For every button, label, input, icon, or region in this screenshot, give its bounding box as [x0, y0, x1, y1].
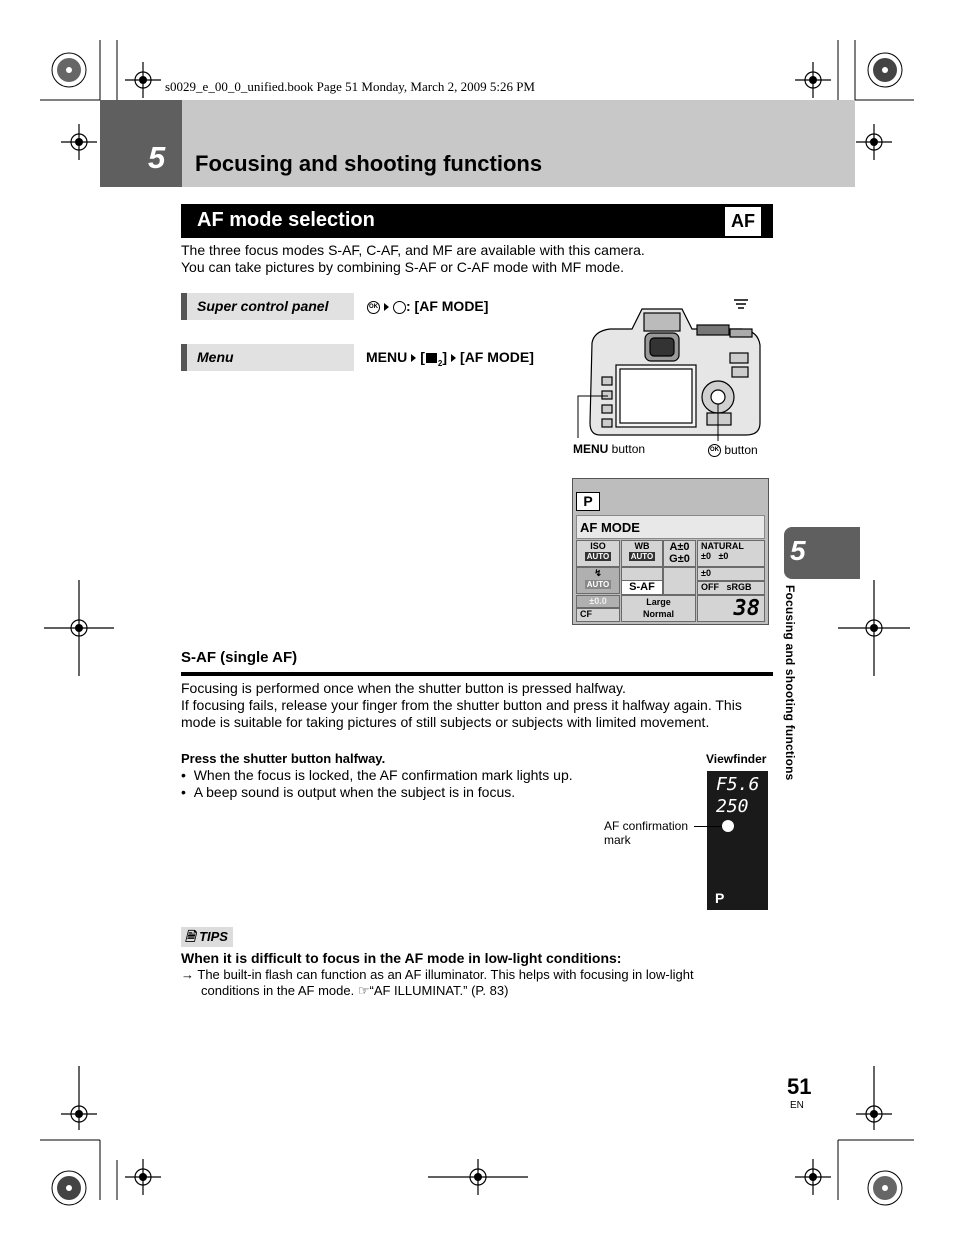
menu-path	[366, 349, 534, 368]
quality-compression: Normal	[642, 609, 674, 619]
tips-icon: 🗎	[185, 929, 196, 944]
control-panel-title: AF MODE	[576, 515, 765, 539]
af-confirmation-mark	[722, 820, 734, 832]
saf-body	[181, 680, 771, 731]
steps	[181, 750, 573, 801]
menu-button-word: MENU	[573, 442, 609, 456]
tips-label	[181, 927, 233, 947]
saturation-value: ±0	[701, 551, 711, 561]
color-space-cell	[697, 581, 765, 595]
shots-remaining: 38	[697, 595, 765, 622]
drive-mode-cell	[621, 567, 663, 581]
quality-cell	[621, 595, 696, 622]
gradation-value: ±0	[701, 568, 711, 578]
wb-auto: AUTO	[630, 552, 654, 561]
bracket-close: ]	[442, 349, 448, 365]
menu-button-callout	[573, 442, 645, 456]
noise-off: OFF	[701, 582, 719, 592]
print-info: s0029_e_00_0_unified.book Page 51 Monday, March 2, 2009 5:26 PM	[165, 79, 535, 94]
chapter-title: Focusing and shooting functions	[195, 151, 543, 176]
intro-line-1: The three focus modes S-AF, C-AF, and MF are available with this camera.	[181, 242, 645, 258]
saf-rule	[181, 672, 773, 676]
ok-button-icon: OK	[367, 301, 380, 314]
intro-line-2: You can take pictures by combining S-AF or C-AF mode with MF mode.	[181, 259, 624, 275]
ok-button-callout	[708, 443, 758, 457]
camera-menu-icon-number: 2	[437, 358, 443, 368]
metering-cell	[663, 567, 696, 595]
super-control-panel-path	[367, 298, 488, 314]
af-confirmation-callout-line-1: AF confirmation	[604, 819, 689, 833]
page-number: 51	[787, 1074, 812, 1099]
saf-paragraph-1: Focusing is performed once when the shutter button is pressed halfway.	[181, 680, 626, 696]
wb-g: G±0	[669, 553, 690, 565]
intro-text	[181, 242, 645, 276]
viewfinder-shutter: 250	[716, 796, 749, 817]
contrast-value: ±0	[718, 551, 729, 561]
menu-value: [AF MODE]	[460, 349, 534, 365]
saf-paragraph-2: If focusing fails, release your finger from the shutter button and press it halfway again. This mode is suitable for taking pictures of still subjects or subjects with limited movement.	[181, 697, 742, 730]
flash-icon: ↯	[594, 568, 602, 578]
iso-auto: AUTO	[586, 552, 610, 561]
flash-mode-cell	[576, 567, 620, 594]
step-bullet-1: • When the focus is locked, the AF confirmation mark lights up.	[181, 767, 573, 783]
quality-size: Large	[646, 597, 671, 607]
control-panel-mode: P	[576, 492, 600, 511]
iso-label: ISO	[590, 541, 606, 551]
tips-reference: “AF ILLUMINAT.” (P. 83)	[369, 983, 509, 998]
picture-mode-cell	[697, 540, 765, 567]
saf-heading: S-AF (single AF)	[181, 649, 298, 666]
af-confirmation-leader	[694, 826, 722, 827]
gradation-cell	[697, 567, 765, 581]
reference-icon: ☞	[357, 983, 370, 998]
color-space: sRGB	[726, 582, 752, 592]
wb-a: A±0	[669, 541, 690, 553]
picture-mode: NATURAL	[701, 541, 744, 551]
camera-back-illustration	[570, 295, 770, 443]
viewfinder-mode: P	[715, 890, 725, 906]
side-chapter-number: 5	[790, 535, 806, 566]
step-bullet-2-text: A beep sound is output when the subject is in focus.	[193, 784, 516, 800]
side-chapter-title: Focusing and shooting functions	[783, 585, 797, 781]
arrow-right-icon	[411, 354, 416, 362]
ok-button-suffix: button	[721, 443, 758, 457]
menu-button-suffix: button	[608, 442, 646, 456]
viewfinder-title: Viewfinder	[706, 752, 767, 766]
steps-heading: Press the shutter button halfway.	[181, 751, 386, 766]
chapter-number: 5	[148, 140, 166, 175]
wb-adjust-cell	[663, 540, 696, 567]
camera-menu-icon	[426, 353, 437, 363]
saturation-contrast	[701, 551, 764, 561]
ok-button-icon: OK	[708, 444, 721, 457]
super-control-panel-label: Super control panel	[181, 293, 354, 320]
flash-comp-cell: ±0.0	[576, 595, 620, 608]
chapter-tab	[100, 100, 182, 187]
iso-cell	[576, 540, 620, 567]
tips-body	[181, 967, 694, 999]
tips-label-text: TIPS	[199, 929, 228, 944]
tips-body-line-1: The built-in flash can function as an AF illuminator. This helps with focusing in low-light	[197, 967, 694, 982]
card-cell: CF	[576, 608, 620, 622]
af-mode-cell: S-AF	[621, 580, 663, 595]
wb-cell	[621, 540, 663, 567]
flash-auto: AUTO	[586, 580, 610, 589]
arrow-right-icon	[451, 354, 456, 362]
menu-label: Menu	[181, 344, 354, 371]
step-bullet-1-text: When the focus is locked, the AF confirmation mark lights up.	[193, 767, 573, 783]
af-badge: AF	[725, 207, 761, 236]
wb-label: WB	[634, 541, 650, 551]
af-confirmation-callout	[604, 819, 688, 847]
tips-arrow: →	[181, 967, 194, 982]
step-bullet-2: • A beep sound is output when the subject is in focus.	[181, 784, 516, 800]
bracket-open: [	[420, 349, 425, 365]
super-control-panel-value: : [AF MODE]	[406, 298, 489, 314]
section-title: AF mode selection	[197, 209, 375, 231]
page-language: EN	[790, 1100, 804, 1111]
tips-body-line-2: conditions in the AF mode.	[201, 983, 355, 998]
af-confirmation-callout-line-2: mark	[604, 833, 631, 847]
viewfinder-aperture: F5.6	[716, 774, 760, 795]
arrow-pad-icon	[393, 301, 406, 314]
menu-word: MENU	[366, 349, 408, 365]
arrow-right-icon	[384, 303, 389, 311]
tips-heading: When it is difficult to focus in the AF mode in low-light conditions:	[181, 950, 622, 966]
